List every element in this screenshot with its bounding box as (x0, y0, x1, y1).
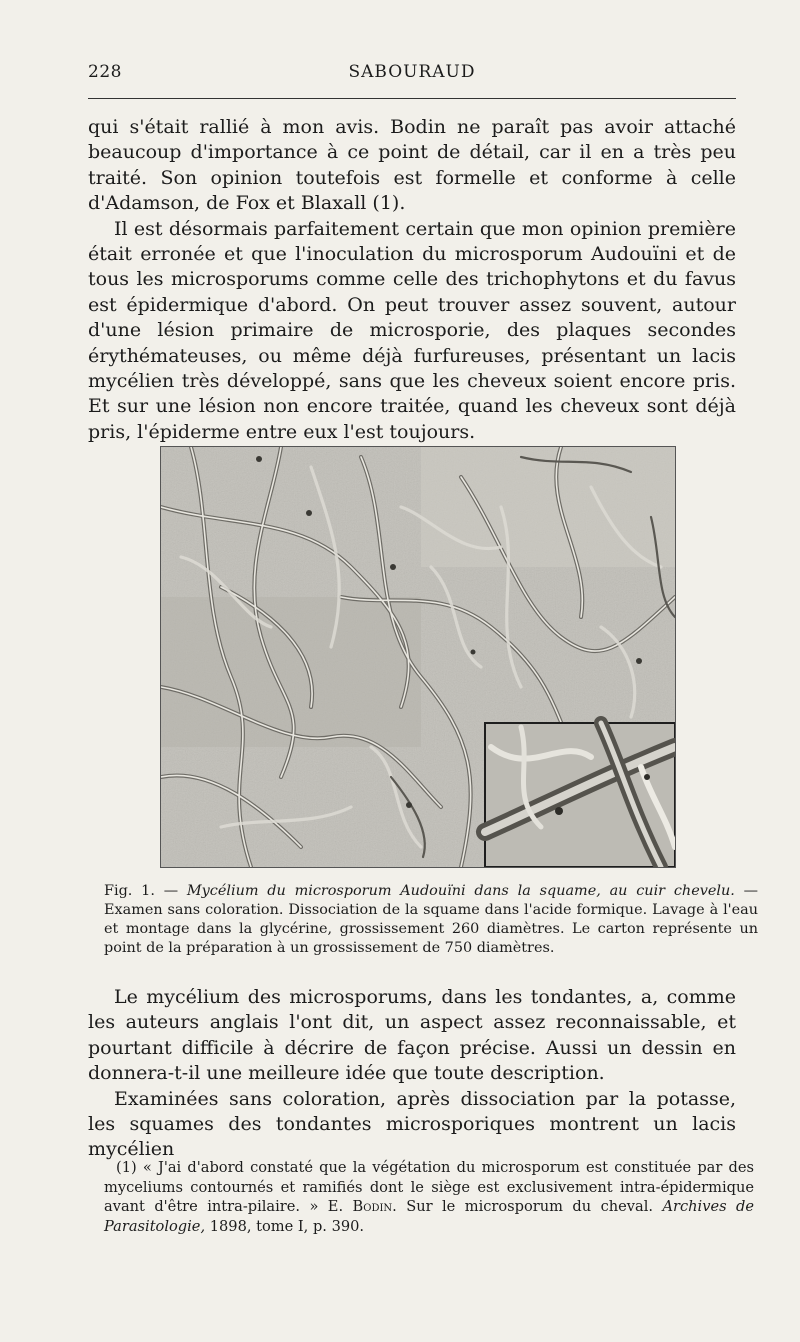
body-text-top (88, 115, 736, 445)
body-text-bottom (88, 985, 736, 1163)
paragraph: Il est désormais parfaitement certain que mon opinion première était erronée et que l'inoculation du microsporum Audouïni et de tous les microsporums comme celle des trichophytons et du favus est épidermique d'abord. On peut trouver assez souvent, autour d'une lésion primaire de microsporie, des plaques secondes érythémateuses, ou même déjà furfureuses, présentant un lacis mycélien très développé, sans que les cheveux soient encore pris. Et sur une lésion non encore traitée, quand les cheveux sont déjà pris, l'épiderme entre eux l'est toujours. (88, 217, 736, 443)
footnote-journal: Archives de Parasitologie, (104, 1198, 754, 1235)
footnote-author: Bodin (352, 1198, 393, 1216)
paragraph: Le mycélium des microsporums, dans les tondantes, a, comme les auteurs anglais l'ont dit, un aspect assez reconnaissable, et pourtant difficile à décrire de façon précise. Aussi un dessin en donnera-t-il une meilleure idée que toute description. (88, 986, 736, 1085)
footnote-middle: . Sur le microsporum du cheval. (392, 1198, 663, 1216)
footnote (104, 1158, 754, 1236)
paragraph: Examinées sans coloration, après dissociation par la potasse, les squames des tondantes microsporiques montrent un lacis mycélien (88, 1087, 736, 1161)
micrograph-image (161, 447, 675, 867)
page-header (88, 62, 736, 92)
footnote-end: 1898, tome I, p. 390. (205, 1217, 365, 1235)
footnote-text: (1) « J'ai d'abord constaté que la végétation du microsporum est constituée par des myceliums contournés et ramifiés dont le siège est exclusivement intra-épidermique avant d'être intra-pilaire. » E. (104, 1159, 754, 1216)
page-number: 228 (88, 62, 122, 82)
inset-carton (485, 723, 675, 867)
figure-title: Mycélium du microsporum Audouïni dans la squame, au cuir chevelu. (186, 883, 735, 899)
figure-description: — Examen sans coloration. Dissociation de la squame dans l'acide formique. Lavage à l'eau et montage dans la glycérine, grossissement 260 diamètres. Le carton représente un point de la préparation à un grossissement de 750 diamètres. (104, 883, 759, 956)
header-rule (88, 98, 736, 99)
figure-micrograph (160, 446, 676, 868)
paragraph: qui s'était rallié à mon avis. Bodin ne paraît pas avoir attaché beaucoup d'importance à ce point de détail, car il en a très peu traité. Son opinion toutefois est formelle et conforme à celle d'Adamson, de Fox et Blaxall (1). (88, 116, 736, 215)
figure-label: Fig. 1. — (104, 883, 187, 899)
figure-caption (104, 882, 758, 958)
running-title: SABOURAUD (348, 62, 476, 82)
